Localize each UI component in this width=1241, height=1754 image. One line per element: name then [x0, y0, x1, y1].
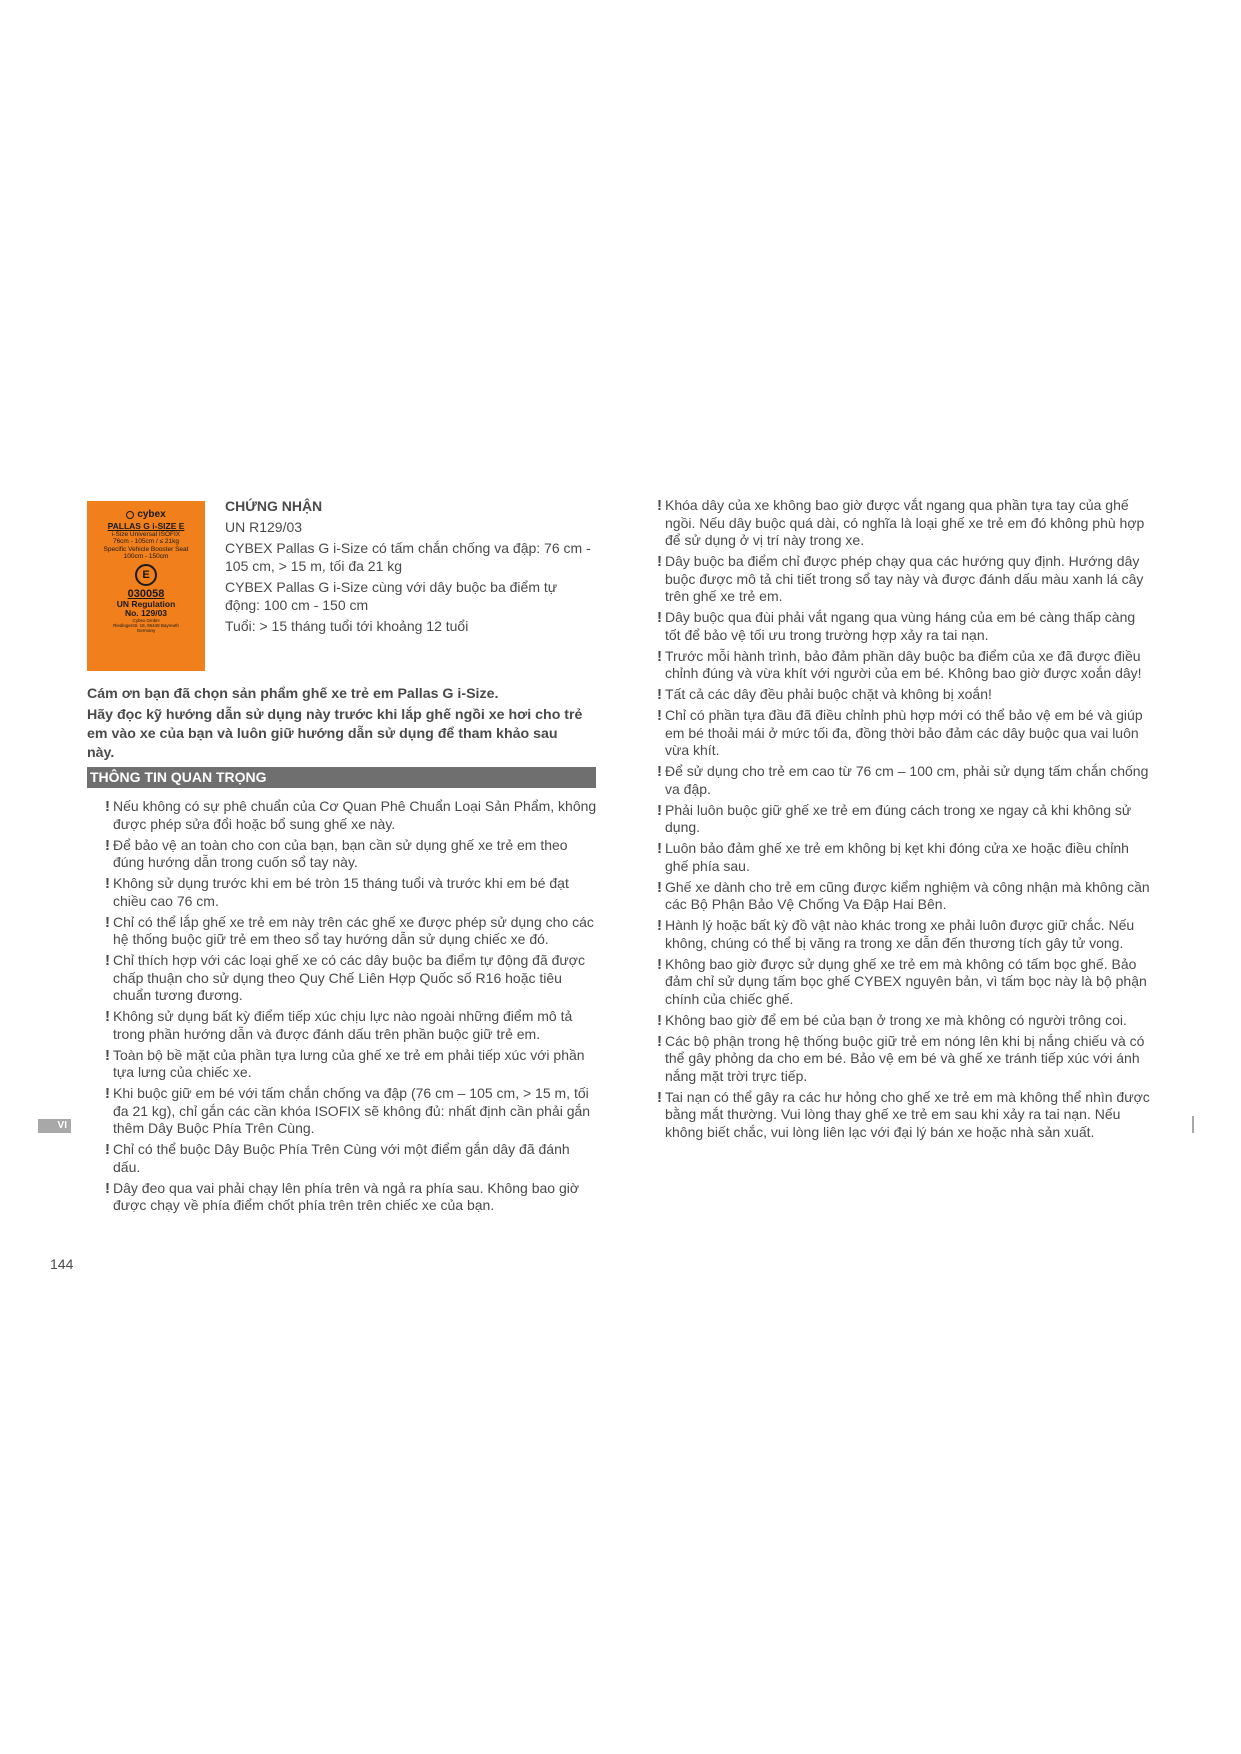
warning-text: Toàn bộ bề mặt của phần tựa lưng của ghế xe trẻ em phải tiếp xúc với phần tựa lưng của chiếc xe.	[113, 1046, 585, 1080]
warning-item	[657, 609, 1151, 644]
warning-icon: !	[657, 497, 662, 514]
warning-item	[657, 840, 1151, 875]
certification-line: Tuổi: > 15 tháng tuổi tới khoảng 12 tuổi	[225, 618, 469, 634]
label-fine-print: Cybex GmbH	[132, 617, 160, 623]
warning-item	[105, 1180, 597, 1215]
warning-text: Khóa dây của xe không bao giờ được vắt ngang qua phần tựa tay của ghế ngồi. Nếu dây buộc quá dài, có nghĩa là loại ghế xe trẻ em đó không phù hợp để sử dụng ở vị trí này trong xe.	[665, 497, 1145, 548]
warning-icon: !	[105, 913, 110, 931]
warning-icon: !	[657, 707, 662, 724]
warning-item	[105, 1047, 597, 1082]
certification-block	[225, 497, 595, 638]
warning-icon: !	[657, 763, 662, 780]
label-approval-number: 030058	[127, 587, 165, 600]
label-fine-print: Riedingerstr. 18, 95448 Bayreuth	[113, 622, 179, 628]
warning-text: Dây đeo qua vai phải chạy lên phía trên và ngả ra phía sau. Không bao giờ được chạy về phía điểm chốt phía trên trên chiếc xe của bạn.	[113, 1179, 580, 1213]
warning-icon: !	[105, 1085, 110, 1102]
warning-item	[657, 648, 1151, 683]
warning-item	[657, 1012, 1151, 1030]
page-number: 144	[50, 1256, 74, 1272]
certification-regulation: UN R129/03	[225, 519, 303, 535]
label-spec-line: 100cm - 150cm	[123, 552, 169, 560]
warning-text: Để bảo vệ an toàn cho con của bạn, bạn cần sử dụng ghế xe trẻ em theo đúng hướng dẫn trong cuốn sổ tay này.	[113, 836, 568, 870]
warning-item	[657, 707, 1151, 760]
label-regulation: UN Regulation	[116, 599, 176, 609]
warning-text: Chỉ có thể lắp ghế xe trẻ em này trên các ghế xe được phép sử dụng cho các hệ thống buộc giữ trẻ em theo sổ tay hướng dẫn sử dụng chiếc xe đó.	[113, 913, 594, 947]
certification-line: CYBEX Pallas G i-Size có tấm chắn chống va đập: 76 cm - 105 cm, > 15 m, tối đa 21 kg	[225, 540, 591, 574]
warning-text: Không sử dụng trước khi em bé tròn 15 tháng tuổi và trước khi em bé đạt chiều cao 76 cm.	[113, 875, 569, 909]
label-model: PALLAS G i-SIZE E	[107, 521, 185, 531]
warning-text: Dây buộc qua đùi phải vắt ngang qua vùng háng của em bé càng thấp càng tốt để bảo vệ tối ưu trong trường hợp xảy ra tai nạn.	[665, 609, 1136, 643]
warning-icon: !	[105, 836, 110, 854]
warning-icon: !	[657, 840, 662, 857]
warning-text: Không sử dụng bất kỳ điểm tiếp xúc chịu lực nào ngoài những điểm mô tả trong phần hướng dẫn và được đánh dấu trên phần buộc giữ trẻ em.	[113, 1008, 573, 1042]
approval-label	[87, 501, 205, 671]
label-fine-print: Germany	[136, 627, 156, 633]
section-heading: THÔNG TIN QUAN TRỌNG	[87, 767, 596, 788]
warning-icon: !	[657, 1011, 662, 1029]
warning-icon: !	[105, 798, 110, 815]
warning-item	[657, 917, 1151, 952]
warning-icon: !	[657, 1032, 662, 1050]
warning-text: Để sử dụng cho trẻ em cao từ 76 cm – 100 cm, phải sử dụng tấm chắn chống va đập.	[665, 763, 1149, 797]
label-spec-line: i-Size Universal ISOFIX	[111, 531, 181, 539]
warning-list-left	[105, 798, 597, 1218]
warning-text: Trước mỗi hành trình, bảo đảm phần dây buộc ba điểm của xe đã được điều chỉnh đúng và vừa khít với người của em bé. Không bao giờ được xoắn dây!	[665, 647, 1142, 681]
cybex-logo	[87, 509, 205, 520]
warning-item	[657, 879, 1151, 914]
warning-icon: !	[657, 917, 662, 934]
warning-text: Không bao giờ được sử dụng ghế xe trẻ em mà không có tấm bọc ghế. Bảo đảm chỉ sử dụng tấm bọc ghế CYBEX nguyên bản, vì tấm bọc này là bộ phận chính của chiếc ghế.	[665, 955, 1147, 1007]
warning-icon: !	[657, 878, 662, 896]
warning-item	[657, 1033, 1151, 1086]
warning-text: Các bộ phận trong hệ thống buộc giữ trẻ em nóng lên khi bị nắng chiếu và có thể gây phỏng da cho em bé. Bảo vệ em bé và ghế xe tránh tiếp xúc với ánh nắng mặt trời trực tiếp.	[665, 1032, 1145, 1084]
certification-line: CYBEX Pallas G i-Size cùng với dây buộc ba điểm tự động: 100 cm - 150 cm	[225, 579, 558, 613]
intro-line: Cám ơn bạn đã chọn sản phẩm ghế xe trẻ em Pallas G i-Size.	[87, 686, 499, 702]
warning-text: Chỉ có phần tựa đầu đã điều chỉnh phù hợp mới có thể bảo vệ em bé và giúp em bé thoải mái ở mức tối đa, đồng thời bảo đảm các dây buộc qua vai luôn vừa khít.	[665, 707, 1143, 758]
intro-line: Hãy đọc kỹ hướng dẫn sử dụng này trước khi lắp ghế ngồi xe hơi cho trẻ em vào xe của bạn và luôn giữ hướng dẫn sử dụng để tham khảo sau này.	[87, 707, 583, 761]
warning-item	[657, 763, 1151, 798]
warning-icon: !	[657, 955, 662, 973]
warning-icon: !	[105, 952, 110, 969]
page-edge-marker	[1192, 1116, 1194, 1133]
warning-item	[657, 497, 1151, 550]
warning-text: Chỉ thích hợp với các loại ghế xe có các dây buộc ba điểm tự động đã được chấp thuận cho sử dụng theo Quy Chế Liên Hợp Quốc số R16 hoặc tiêu chuẩn tương đương.	[113, 952, 585, 1003]
warning-item	[105, 1141, 597, 1176]
warning-icon: !	[657, 686, 662, 703]
warning-item	[105, 1085, 597, 1138]
warning-icon: !	[105, 1179, 110, 1197]
warning-text: Dây buộc ba điểm chỉ được phép chạy qua các hướng quy định. Hướng dây buộc được mô tả chi tiết trong sổ tay này và được đánh dấu màu xanh lá cây trên ghế xe trẻ em.	[665, 553, 1144, 604]
warning-item	[657, 802, 1151, 837]
warning-icon: !	[657, 647, 662, 665]
label-spec-line: 76cm - 105cm / ≤ 21kg	[112, 538, 180, 546]
warning-item	[105, 837, 597, 872]
warning-icon: !	[657, 609, 662, 626]
warning-text: Ghế xe dành cho trẻ em cũng được kiểm nghiệm và công nhận mà không cần các Bộ Phận Bảo Vệ Chống Va Đập Hai Bên.	[665, 878, 1150, 912]
warning-item	[105, 952, 597, 1005]
language-tab: VI	[38, 1119, 71, 1133]
warning-icon: !	[657, 1088, 662, 1106]
warning-text: Luôn bảo đảm ghế xe trẻ em không bị kẹt khi đóng cửa xe hoặc điều chỉnh ghế phía sau.	[665, 840, 1129, 874]
warning-text: Tai nạn có thể gây ra các hư hỏng cho ghế xe trẻ em mà không thể nhìn được bằng mắt thường. Vui lòng thay ghế xe trẻ em sau khi xảy ra tai nạn. Nếu không biết chắc, vui lòng liên lạc với đại lý bán xe hoặc nhà sản xuất.	[665, 1088, 1150, 1140]
certification-title: CHỨNG NHẬN	[225, 498, 323, 514]
warning-icon: !	[105, 1046, 110, 1064]
label-spec-line: Specific Vehicle Booster Seat	[103, 545, 189, 553]
warning-text: Không bao giờ để em bé của bạn ở trong xe mà không có người trông coi.	[665, 1011, 1127, 1028]
warning-icon: !	[105, 1141, 110, 1158]
warning-text: Nếu không có sự phê chuẩn của Cơ Quan Phê Chuẩn Loại Sản Phẩm, không được phép sửa đổi hoặc bổ sung ghế xe này.	[113, 798, 597, 832]
warning-item	[657, 553, 1151, 606]
warning-item	[105, 1008, 597, 1043]
warning-text: Khi buộc giữ em bé với tấm chắn chống va đập (76 cm – 105 cm, > 15 m, tối đa 21 kg), chỉ gắn các cần khóa ISOFIX sẽ không đủ: nhất định cần phải gắn thêm Dây Buộc Phía Trên Cùng.	[113, 1085, 591, 1136]
warning-item	[105, 798, 597, 833]
label-brand: cybex	[137, 509, 166, 520]
warning-item	[657, 956, 1151, 1009]
warning-text: Tất cả các dây đều phải buộc chặt và không bị xoắn!	[665, 686, 992, 702]
intro-text	[87, 685, 587, 765]
warning-text: Chỉ có thể buộc Dây Buộc Phía Trên Cùng với một điểm gắn dây đã đánh dấu.	[113, 1141, 570, 1175]
warning-icon: !	[657, 553, 662, 570]
warning-item	[105, 875, 597, 910]
cybex-logo-icon	[126, 511, 134, 519]
label-regulation-number: No. 129/03	[124, 608, 168, 619]
warning-icon: !	[105, 875, 110, 892]
warning-icon: !	[105, 1008, 110, 1025]
warning-list-right	[657, 497, 1151, 1145]
warning-text: Hành lý hoặc bất kỳ đồ vật nào khác trong xe phải luôn được giữ chắc. Nếu không, chúng có thể bị văng ra trong xe dẫn đến thương tích gây tử vong.	[665, 917, 1135, 951]
warning-icon: !	[657, 801, 662, 819]
e-mark-icon: E	[135, 564, 157, 586]
warning-item	[105, 914, 597, 949]
warning-item	[657, 686, 1151, 704]
warning-item	[657, 1089, 1151, 1142]
warning-text: Phải luôn buộc giữ ghế xe trẻ em đúng cách trong xe ngay cả khi không sử dụng.	[665, 801, 1132, 835]
